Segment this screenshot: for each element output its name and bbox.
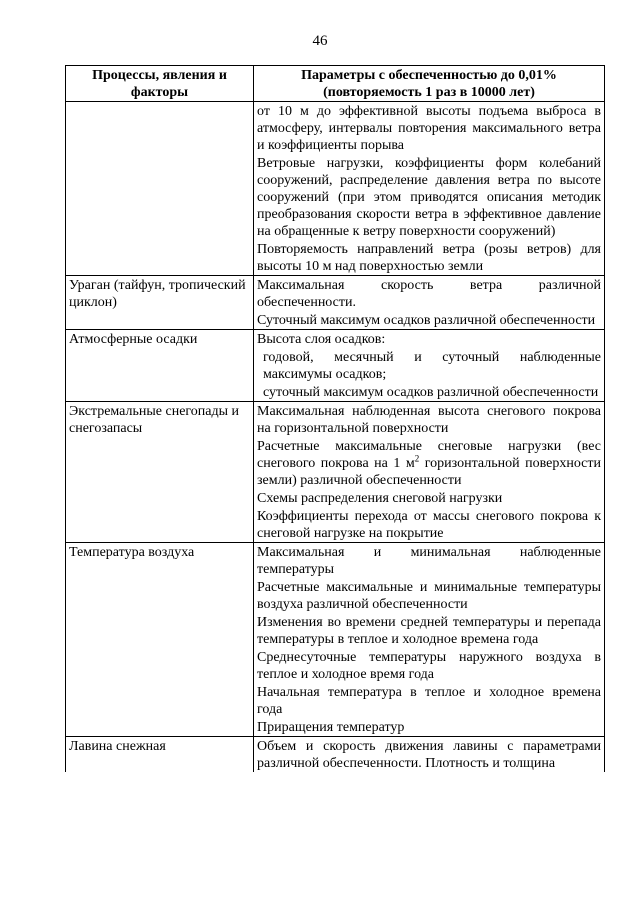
table-row <box>66 102 605 276</box>
header-parameters <box>254 66 605 102</box>
process-name: Ураган (тайфун, тропический циклон) <box>69 278 246 310</box>
header-parameters-line2: (повторяемость 1 раз в 10000 лет) <box>323 85 535 100</box>
parameter-item: Высота слоя осадков: <box>257 332 386 347</box>
table-header-row <box>66 66 605 102</box>
process-name: Экстремальные снегопады и снегозапасы <box>69 404 240 436</box>
process-cell <box>66 737 254 773</box>
page-number: 46 <box>312 33 328 49</box>
parameter-item: Суточный максимум осадков различной обеспеченности <box>257 313 596 328</box>
parameter-item: Расчетные максимальные и минимальные температуры воздуха различной обеспеченности <box>257 580 601 612</box>
process-cell <box>66 543 254 737</box>
parameter-item: от 10 м до эффективной высоты подъема выброса в атмосферу, интервалы повторения максимального ветра и коэффициенты порыва <box>257 104 601 153</box>
header-processes <box>66 66 254 102</box>
process-name: Температура воздуха <box>69 545 195 560</box>
table-row <box>66 543 605 737</box>
table-row <box>66 330 605 402</box>
header-processes-text: Процессы, явления и факторы <box>92 68 227 100</box>
process-cell <box>66 402 254 543</box>
process-cell <box>66 330 254 402</box>
parameters-cell <box>254 737 605 773</box>
parameter-item: Повторяемость направлений ветра (розы ветров) для высоты 10 м над поверхностью земли <box>257 242 601 274</box>
parameter-item: Расчетные максимальные снеговые нагрузки (вес снегового покрова на 1 $м^2$ горизонтальной поверхности земли) различной обеспеченности <box>257 439 601 488</box>
parameter-item: Среднесуточные температуры наружного воздуха в теплое и холодное время года <box>257 650 601 682</box>
parameter-item: Максимальная наблюденная высота снегового покрова на горизонтальной поверхности <box>257 404 601 436</box>
parameter-item: Приращения температур <box>257 720 405 735</box>
process-cell <box>66 102 254 276</box>
parameter-item: Максимальная и минимальная наблюденные температуры <box>257 545 601 577</box>
parameter-item: Схемы распределения снеговой нагрузки <box>257 491 503 506</box>
table-row <box>66 276 605 330</box>
parameter-item: Ветровые нагрузки, коэффициенты форм колебаний сооружений, распределение давления ветра по высоте сооружений (при этом приводятся описания методик преобразования скорости ветра в эффективное давление на обращенные к ветру поверхности сооружений) <box>257 156 601 239</box>
parameters-cell <box>254 276 605 330</box>
parameter-item: Максимальная скорость ветра различной обеспеченности. <box>257 278 601 310</box>
parameter-item: суточный максимум осадков различной обеспеченности <box>263 385 599 400</box>
parameter-item: Начальная температура в теплое и холодное времена года <box>257 685 601 717</box>
parameters-cell <box>254 330 605 402</box>
parameters-table <box>65 65 605 772</box>
superscript: 2 <box>414 453 420 464</box>
parameters-cell <box>254 402 605 543</box>
process-cell <box>66 276 254 330</box>
parameter-item: Коэффициенты перехода от массы снегового покрова к снеговой нагрузке на покрытие <box>257 509 601 541</box>
process-name: Атмосферные осадки <box>69 332 198 347</box>
parameter-item: годовой, месячный и суточный наблюденные максимумы осадков; <box>263 350 601 382</box>
parameters-cell <box>254 543 605 737</box>
table-row <box>66 737 605 773</box>
table-row <box>66 402 605 543</box>
parameters-cell <box>254 102 605 276</box>
header-parameters-line1: Параметры с обеспеченностью до 0,01% <box>301 68 557 83</box>
parameter-item: Объем и скорость движения лавины с параметрами различной обеспеченности. Плотность и толщина <box>257 739 601 771</box>
process-name: Лавина снежная <box>69 739 166 754</box>
parameter-item: Изменения во времени средней температуры и перепада температуры в теплое и холодное времена года <box>257 615 601 647</box>
